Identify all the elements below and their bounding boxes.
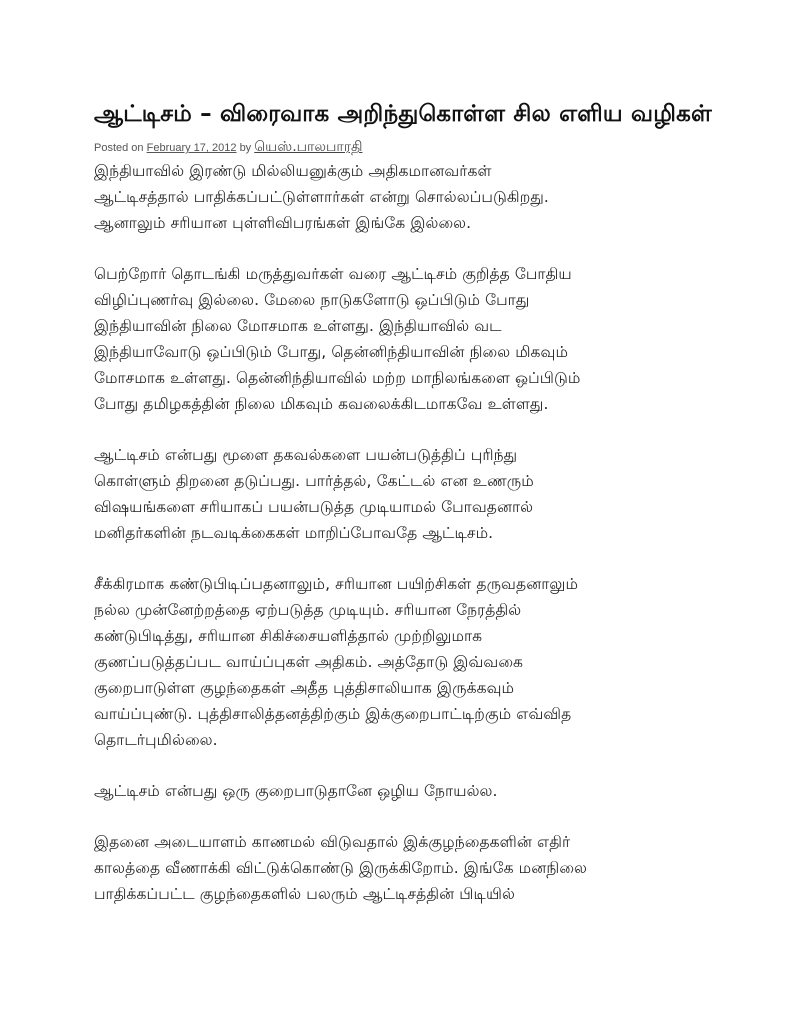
post-date-link[interactable]: February 17, 2012 [146,142,237,154]
paragraph-1: இந்தியாவில் இரண்டு மில்லியனுக்கும் அதிகமானவர்கள் ஆட்டிசத்தால் பாதிக்கப்பட்டுள்ளார்கள் என்று சொல்லப்படுகிறது. ஆனாலும் சரியான புள்ளிவிபரங்கள் இங்கே இல்லை. [94,162,549,232]
post-meta [94,139,714,156]
article-body [94,158,714,907]
paragraph-4: சீக்கிரமாக கண்டுபிடிப்பதனாலும், சரியான பயிற்சிகள் தருவதனாலும் நல்ல முன்னேற்றத்தை ஏற்படுத்த முடியும். சரியான நேரத்தில் கண்டுபிடித்து, சரியான சிகிச்சையளித்தால் முற்றிலுமாக குணப்படுத்தப்பட வாய்ப்புகள் அதிகம். அத்தோடு இவ்வகை குறைபாடுள்ள குழந்தைகள் அதீத புத்திசாலியாக இருக்கவும் வாய்ப்புண்டு. புத்திசாலித்தனத்திற்கும் இக்குறைபாட்டிற்கும் எவ்வித தொடர்புமில்லை. [94,575,579,749]
paragraph-2: பெற்றோர் தொடங்கி மருத்துவர்கள் வரை ஆட்டிசம் குறித்த போதிய விழிப்புணர்வு இல்லை. மேலை நாடுகளோடு ஒப்பிடும் போது இந்தியாவின் நிலை மோசமாக உள்ளது. இந்தியாவில் வட இந்தியாவோடு ஒப்பிடும் போது, தென்னிந்தியாவின் நிலை மிகவும் மோசமாக உள்ளது. தென்னிந்தியாவில் மற்ற மாநிலங்களை ஒப்பிடும் போது தமிழகத்தின் நிலை மிகவும் கவலைக்கிடமாகவே உள்ளது. [94,265,581,413]
paragraph-6: இதனை அடையாளம் காணமல் விடுவதால் இக்குழந்தைகளின் எதிர் காலத்தை வீணாக்கி விட்டுக்கொண்டு இருக்கிறோம். இங்கே மனநிலை பாதிக்கப்பட்ட குழந்தைகளில் பலரும் ஆட்டிசத்தின் பிடியில் [94,833,587,903]
by-label: by [239,142,252,154]
author-link[interactable]: யெஸ்.பாலபாரதி [254,139,363,155]
article [94,95,714,932]
paragraph-3: ஆட்டிசம் என்பது மூளை தகவல்களை பயன்படுத்திப் புரிந்து கொள்ளும் திறனை தடுப்பது. பார்த்தல், கேட்டல் என உணரும் விஷயங்களை சரியாகப் பயன்படுத்த முடியாமல் போவதனால் மனிதர்களின் நடவடிக்கைகள் மாறிப்போவதே ஆட்டிசம். [94,446,534,542]
paragraph-5: ஆட்டிசம் என்பது ஒரு குறைபாடுதானே ஒழிய நோயல்ல. [94,782,498,800]
article-title: ஆட்டிசம் – விரைவாக அறிந்துகொள்ள சில எளிய வழிகள் [94,101,712,127]
posted-on-label: Posted on [94,142,144,154]
